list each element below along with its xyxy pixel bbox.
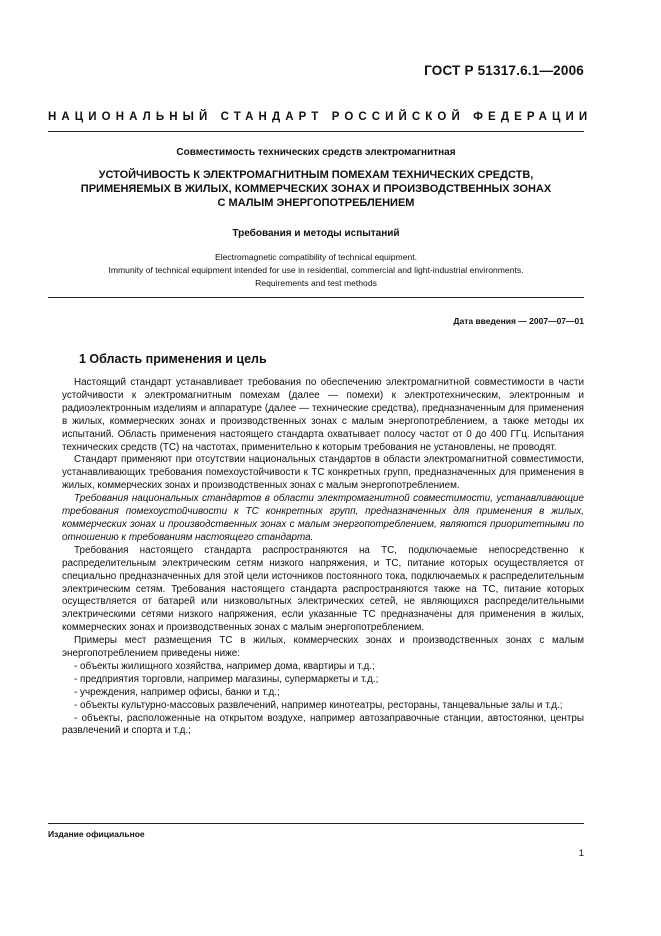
main-title-line: ПРИМЕНЯЕМЫХ В ЖИЛЫХ, КОММЕРЧЕСКИХ ЗОНАХ И ПРОИЗВОДСТВЕННЫХ ЗОНАХ (80, 183, 552, 195)
list-item: - объекты, расположенные на открытом воздухе, например автозаправочные станции, автостоянки, центры развлечений и спорта и т.д.; (62, 712, 584, 737)
title-divider (48, 297, 584, 298)
list-item: - предприятия торговли, например магазины, супермаркеты и т.д.; (74, 673, 379, 685)
introduction-date: Дата введения — 2007—07—01 (453, 316, 584, 326)
english-title-line: Electromagnetic compatibility of technical equipment. (214, 252, 418, 262)
official-edition-label: Издание официальное (48, 829, 145, 839)
requirements-title: Требования и методы испытаний (232, 228, 400, 239)
list-item: - учреждения, например офисы, банки и т.д.; (74, 686, 280, 698)
list-item: - объекты культурно-массовых развлечений, например кинотеатры, рестораны, танцевальные залы и т.д.; (74, 699, 563, 711)
page-number: 1 (578, 848, 584, 859)
national-standard-title: НАЦИОНАЛЬНЫЙ СТАНДАРТ РОССИЙСКОЙ ФЕДЕРАЦИИ (48, 111, 593, 123)
document-code: ГОСТ Р 51317.6.1—2006 (424, 63, 584, 78)
english-title (48, 251, 584, 290)
paragraph: Требования настоящего стандарта распространяются на ТС, подключаемые непосредственно к распределительным электрическим сетям низкого напряжения, и ТС, питание которых осуществляется от специально предназначенных для этой цели источников постоянного тока, подключаемых к распределительным электрическим сетям. Требования настоящего стандарта распространяются также на ТС, питание которых осуществляется от батарей или низковольтных электрических сетей, не являющихся распределительными электрическими сетями низкого напряжения, если указанные ТС предназначены для применения в жилых, коммерческих зонах и производственных зонах с малым энергопотреблением. (62, 544, 584, 634)
paragraph: Примеры мест размещения ТС в жилых, коммерческих зонах и производственных зонах с малым энергопотреблением приведены ниже: (62, 635, 584, 660)
standard-main-title (48, 168, 584, 210)
paragraph: Стандарт применяют при отсутствии национальных стандартов в области электромагнитной совместимости, устанавливающих требования помехоустойчивости к ТС конкретных групп, предназначенных для применения в жилых, коммерческих зонах и производственных зонах с малым энергопотреблением. (62, 454, 584, 492)
standard-subtitle: Совместимость технических средств электромагнитная (176, 147, 456, 158)
main-title-line: С МАЛЫМ ЭНЕРГОПОТРЕБЛЕНИЕМ (217, 197, 415, 209)
header-divider (48, 131, 584, 132)
english-title-line: Requirements and test methods (255, 278, 377, 288)
section-heading: 1 Область применения и цель (79, 352, 267, 366)
footer-divider (48, 823, 584, 824)
paragraph-italic: Требования национальных стандартов в области электромагнитной совместимости, устанавливающие требования помехоустойчивости к ТС конкретных групп, предназначенных для применения в жилых, коммерческих зонах и производственных зонах с малым энергопотреблением, являются приоритетными по отношению к требованиям настоящего стандарта. (62, 493, 584, 543)
section-body (62, 377, 584, 738)
main-title-line: УСТОЙЧИВОСТЬ К ЭЛЕКТРОМАГНИТНЫМ ПОМЕХАМ ТЕХНИЧЕСКИХ СРЕДСТВ, (98, 169, 534, 181)
english-title-line: Immunity of technical equipment intended for use in residential, commercial and light-industrial environments. (108, 265, 524, 275)
list-item: - объекты жилищного хозяйства, например дома, квартиры и т.д.; (74, 660, 375, 672)
paragraph: Настоящий стандарт устанавливает требования по обеспечению электромагнитной совместимости в части устойчивости к электромагнитным помехам (далее — помехи) к электротехническим, электронным и радиоэлектронным изделиям и аппаратуре (далее — технические средства), предназначенным для применения в жилых, коммерческих зонах и производственных зонах с малым энергопотреблением, а также методы их испытаний. Область применения настоящего стандарта охватывает полосу частот от 0 до 400 ГГц. Испытания технических средств (ТС) на частотах, применительно к которым требования не установлены, не проводят. (62, 377, 584, 453)
